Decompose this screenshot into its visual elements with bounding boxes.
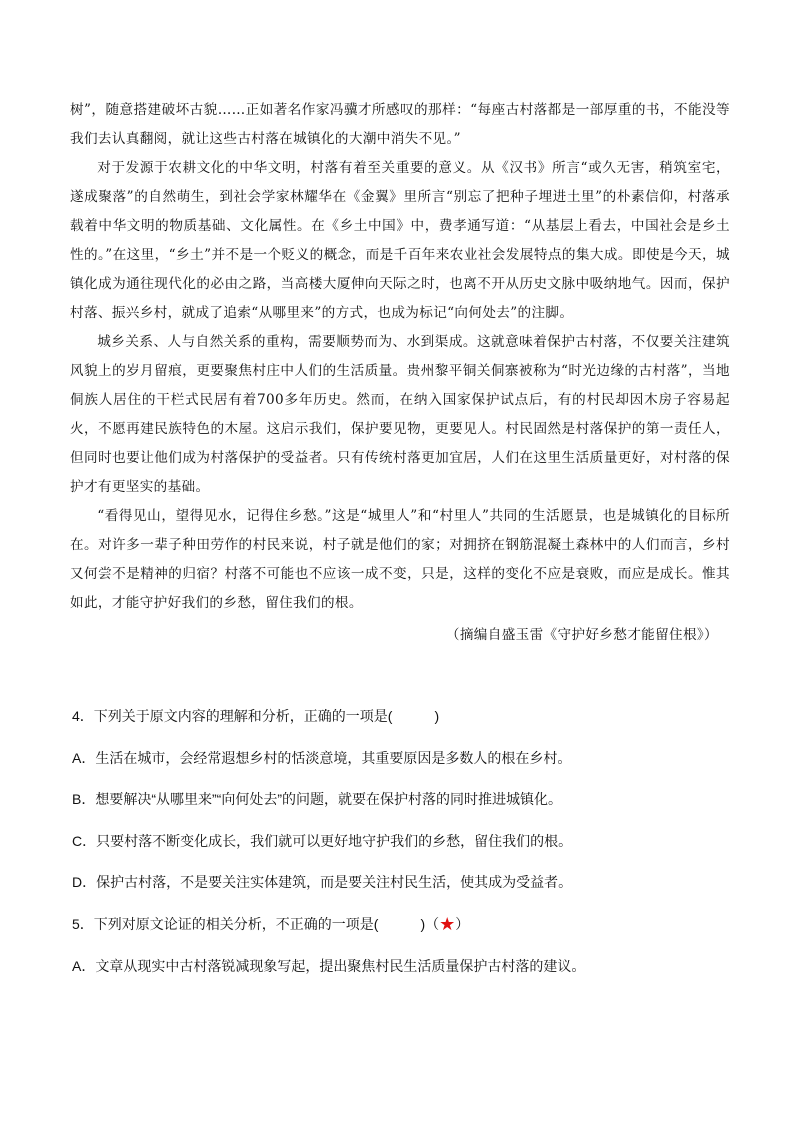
question-5-stem: 5．下列对原文论证的相关分析，不正确的一项是( )（: [72, 915, 440, 932]
question-5-stem-close: ）: [455, 915, 470, 932]
question-5-stem-line: [72, 911, 732, 953]
question-4-option-a: A．生活在城市，会经常遐想乡村的恬淡意境，其重要原因是多数人的根在乡村。: [72, 749, 572, 766]
passage-paragraph-2: 对于发源于农耕文化的中华文明，村落有着至关重要的意义。从《汉书》所言“或久无害，稍筑室宅，遂成聚落”的自然萌生，到社会学家林耀华在《金翼》里所言“别忘了把种子埋进土里”的朴素信仰，村落承载着中华文明的物质基础、文化属性。在《乡土中国》中，费孝通写道：“从基层上看去，中国社会是乡土性的。”在这里，“乡土”并不是一个贬义的概念，而是千百年来农业社会发展特点的集大成。即使是今天，城镇化成为通往现代化的必由之路，当高楼大厦伸向天际之时，也离不开从历史文脉中吸纳地气。因而，保护村落、振兴乡村，就成了追索“从哪里来”的方式，也成为标记“向何处去”的注脚。: [70, 160, 730, 321]
question-4-option-b: B．想要解决“从哪里来”“向何处去”的问题，就要在保护村落的同时推进城镇化。: [72, 791, 562, 808]
passage-paragraph-1: 树”，随意搭建破坏古貌……正如著名作家冯骥才所感叹的那样：“每座古村落都是一部厚重的书，不能没等我们去认真翻阅，就让这些古村落在城镇化的大潮中消失不见。”: [70, 102, 730, 147]
reading-passage: [70, 96, 730, 650]
difficulty-star-icon: ★: [439, 913, 456, 934]
question-5-option-a: A．文章从现实中古村落锐减现象写起，提出聚焦村民生活质量保护古村落的建议。: [72, 957, 586, 974]
question-4-option-d: D．保护古村落，不是要关注实体建筑，而是要关注村民生活，使其成为受益者。: [72, 874, 573, 891]
passage-paragraph-3: 城乡关系、人与自然关系的重构，需要顺势而为、水到渠成。这就意味着保护古村落，不仅要关注建筑风貌上的岁月留痕，更要聚焦村庄中人们的生活质量。贵州黎平铜关侗寨被称为“时光边缘的古村落”，当地侗族人居住的干栏式民居有着700多年历史。然而，在纳入国家保护试点后，有的村民却因木房子容易起火，不愿再建民族特色的木屋。这启示我们，保护要见物，更要见人。村民固然是村落保护的第一责任人，但同时也要让他们成为村落保护的受益者。只有传统村落更加宜居，人们在这里生活质量更好，对村落的保护才有更坚实的基础。: [70, 334, 730, 495]
question-list: [72, 703, 732, 994]
passage-source-citation: （摘编自盛玉雷《守护好乡愁才能留住根》）: [445, 627, 718, 643]
passage-paragraph-4: “看得见山，望得见水，记得住乡愁。”这是“城里人”和“村里人”共同的生活愿景，也是城镇化的目标所在。对许多一辈子种田劳作的村民来说，村子就是他们的家；对拥挤在钢筋混凝土森林中的人们而言，乡村又何尝不是精神的归宿？村落不可能也不应该一成不变，只是，这样的变化不应是衰败，而应是成长。惟其如此，才能守护好我们的乡愁，留住我们的根。: [70, 508, 730, 611]
question-4-option-c: C．只要村落不断变化成长，我们就可以更好地守护我们的乡愁，留住我们的根。: [72, 832, 573, 849]
question-4-stem: 4．下列关于原文内容的理解和分析，正确的一项是( ): [72, 708, 440, 724]
